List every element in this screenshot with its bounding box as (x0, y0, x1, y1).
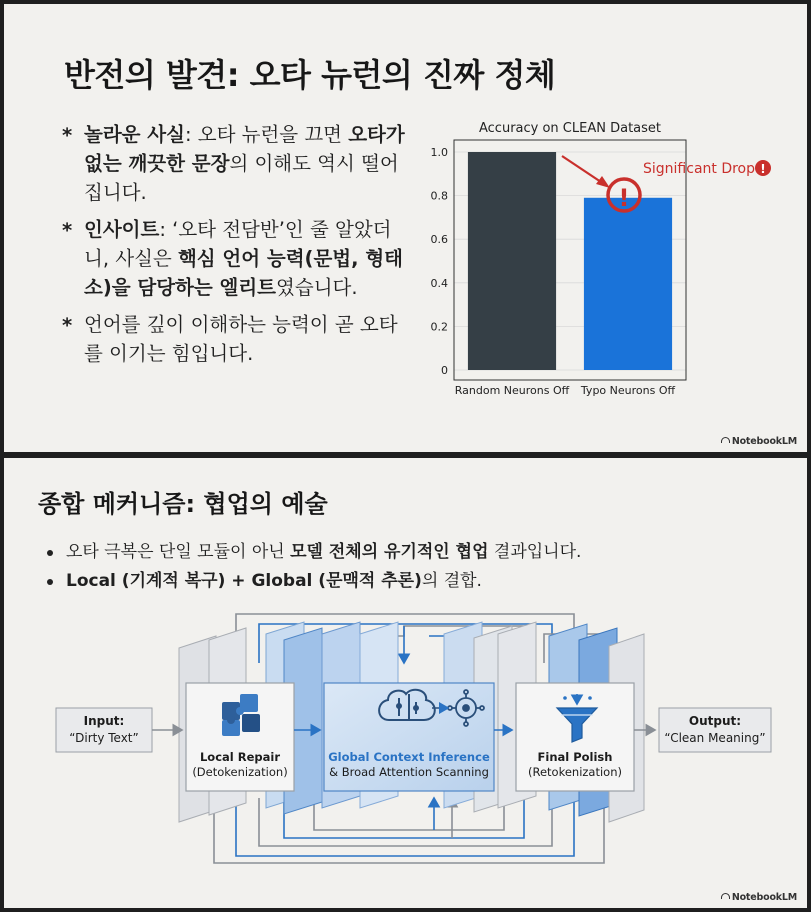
accuracy-bar-chart (412, 116, 782, 406)
global-context-title: Global Context Inference (328, 750, 490, 764)
slide1-title: 반전의 발견: 오타 뉴런의 진짜 정체 (64, 56, 556, 94)
chart-y-tick: 0 (441, 364, 448, 377)
bullet-text: 의 결합. (421, 571, 482, 591)
bullet-text: : 오타 뉴런을 끄면 (184, 123, 349, 146)
bullet-text: 결과입니다. (488, 542, 582, 562)
chart-bar (468, 152, 556, 370)
drop-arrow-line (562, 156, 604, 184)
drop-alert-exclamation-icon: ! (618, 184, 630, 212)
bullet-text: 놀라운 사실 (84, 123, 185, 146)
bullet-text: 모델 전체의 유기적인 협업 (290, 542, 489, 562)
slide-typo-neuron-discovery (4, 4, 807, 452)
chart-bars (468, 152, 672, 370)
chart-y-tick: 0.2 (430, 320, 448, 334)
watermark-text: NotebookLM (731, 436, 797, 447)
watermark-text: NotebookLM (731, 892, 797, 903)
chart-y-tick: 1.0 (430, 146, 448, 159)
chart-y-axis (431, 146, 449, 377)
chart-bar (584, 198, 672, 370)
collaboration-pipeline-diagram (4, 458, 807, 908)
bullet-item (60, 215, 405, 302)
bullet-marker: * (62, 124, 73, 147)
final-polish-title: Final Polish (537, 750, 613, 764)
output-sub: “Clean Meaning” (664, 731, 766, 745)
watermark-notebooklm-2 (721, 892, 797, 903)
chart-x-axis (455, 384, 676, 397)
chart-y-tick: 0.4 (430, 276, 448, 290)
chart-title: Accuracy on CLEAN Dataset (479, 121, 661, 136)
chart-x-tick: Typo Neurons Off (580, 384, 676, 397)
chart-y-tick: 0.8 (430, 189, 448, 203)
final-polish-sub: (Retokenization) (528, 765, 622, 779)
annotation-alert-glyph: ! (760, 162, 766, 176)
slide2-title: 종합 메커니즘: 협업의 예술 (38, 490, 328, 518)
bullet-text: 오타가 없는 깨끗한 문장 (84, 123, 405, 175)
chart-annotation: Significant Drop (643, 161, 756, 177)
watermark-notebooklm (721, 436, 797, 447)
bullet-text: 오타 극복은 단일 모듈이 아닌 (66, 542, 291, 562)
input-sub: “Dirty Text” (69, 731, 139, 745)
bullet-text: 인사이트 (84, 218, 160, 241)
drop-arrow-head (596, 176, 610, 188)
bullet-marker: * (62, 314, 73, 337)
input-title: Input: (83, 714, 125, 728)
notebooklm-logo-icon (721, 437, 730, 443)
chart-y-tick: 0.6 (430, 233, 448, 247)
local-repair-sub: (Detokenization) (192, 765, 288, 779)
bullet-text: : ‘오타 전담반’인 줄 알았더니, 사실은 (84, 218, 392, 270)
notebooklm-logo-icon (721, 893, 730, 899)
bullet-item (60, 310, 405, 368)
bullet-text: 의 이해도 역시 떨어집니다. (84, 152, 399, 204)
bullet-text: 핵심 언어 능력(문법, 형태소)을 담당하는 엘리트 (84, 247, 404, 299)
bullet-marker: * (62, 219, 73, 242)
bullet-text: 였습니다. (276, 276, 358, 299)
output-title: Output: (688, 714, 742, 728)
bullet-text: 언어를 깊이 이해하는 능력이 곧 오타를 이기는 힘입니다. (84, 313, 398, 365)
slide1-bullet-list (60, 120, 405, 376)
slide-synthesis-mechanism (4, 458, 807, 908)
bullet-text: Local (기계적 복구) + Global (문맥적 추론) (66, 571, 422, 591)
bullet-item (60, 120, 405, 207)
global-context-sub: & Broad Attention Scanning (329, 765, 489, 779)
local-repair-title: Local Repair (199, 750, 281, 764)
chart-x-tick: Random Neurons Off (454, 384, 570, 397)
